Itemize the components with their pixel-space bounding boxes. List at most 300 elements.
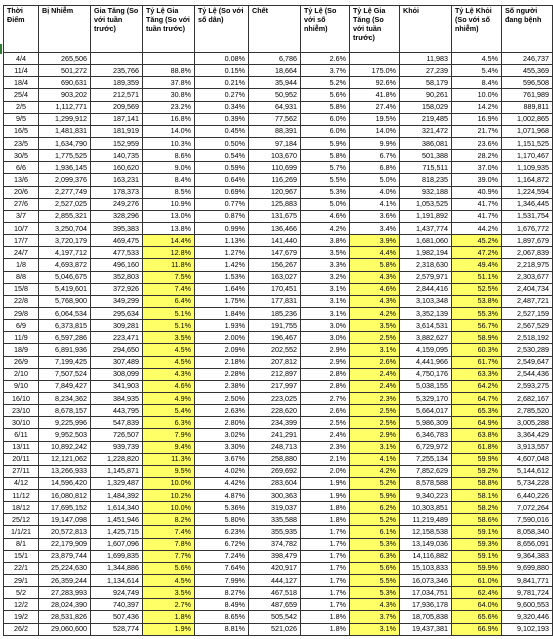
table-cell: 487,659 bbox=[249, 599, 301, 611]
table-cell: 283,604 bbox=[249, 477, 301, 489]
table-cell bbox=[143, 53, 195, 65]
table-cell: 3.5% bbox=[143, 587, 195, 599]
table-cell: 10.0% bbox=[143, 502, 195, 514]
table-cell: 939,739 bbox=[91, 441, 143, 453]
table-cell: 3,882,627 bbox=[400, 332, 452, 344]
table-cell: 3.1% bbox=[301, 307, 350, 319]
table-cell: 932,188 bbox=[400, 186, 452, 198]
table-cell: 7,199,425 bbox=[39, 356, 91, 368]
table-cell: 5.3% bbox=[301, 186, 350, 198]
table-cell: 1.9% bbox=[143, 623, 195, 635]
table-cell: 5,768,900 bbox=[39, 295, 91, 307]
table-cell: 7,849,427 bbox=[39, 380, 91, 392]
table-row bbox=[4, 307, 553, 319]
table-cell: 9.4% bbox=[143, 441, 195, 453]
table-cell: 2,067,839 bbox=[502, 247, 553, 259]
table-cell: 1,053,525 bbox=[400, 198, 452, 210]
table-cell: 1.75% bbox=[195, 295, 249, 307]
table-cell: 10.9% bbox=[143, 198, 195, 210]
table-cell: 5,986,309 bbox=[400, 417, 452, 429]
table-cell: 8.27% bbox=[195, 587, 249, 599]
table-cell: 2.5% bbox=[350, 417, 400, 429]
table-cell: 1,109,935 bbox=[502, 162, 553, 174]
table-row bbox=[4, 162, 553, 174]
table-cell: 1.9% bbox=[301, 490, 350, 502]
table-cell: 0.64% bbox=[195, 174, 249, 186]
table-cell: 477,533 bbox=[91, 247, 143, 259]
table-cell: 59.9% bbox=[452, 562, 502, 574]
table-cell: 13/11 bbox=[4, 441, 39, 453]
table-cell: 22/1 bbox=[4, 562, 39, 574]
table-cell: 4,750,176 bbox=[400, 368, 452, 380]
table-cell: 12,158,538 bbox=[400, 526, 452, 538]
table-cell: 1,775,525 bbox=[39, 150, 91, 162]
table-cell: 13/6 bbox=[4, 174, 39, 186]
table-cell: 77,562 bbox=[249, 113, 301, 125]
table-cell: 4/12 bbox=[4, 477, 39, 489]
table-cell: 3.67% bbox=[195, 453, 249, 465]
table-cell: 1,481,831 bbox=[39, 125, 91, 137]
table-cell: 2.6% bbox=[350, 356, 400, 368]
table-cell: 4,197,712 bbox=[39, 247, 91, 259]
table-cell: 8.81% bbox=[195, 623, 249, 635]
table-cell: 18/4 bbox=[4, 77, 39, 89]
table-cell: 7.5% bbox=[143, 271, 195, 283]
table-cell: 14,116,882 bbox=[400, 550, 452, 562]
table-cell: 45.2% bbox=[452, 235, 502, 247]
table-cell: 61.7% bbox=[452, 356, 502, 368]
table-cell: 4.1% bbox=[350, 453, 400, 465]
table-cell: 35,944 bbox=[249, 77, 301, 89]
table-cell: 6.23% bbox=[195, 526, 249, 538]
table-cell: 1.8% bbox=[301, 611, 350, 623]
table-row bbox=[4, 514, 553, 526]
table-cell: 29/8 bbox=[4, 307, 39, 319]
table-cell: 6/6 bbox=[4, 162, 39, 174]
table-row bbox=[4, 137, 553, 149]
table-cell: 234,399 bbox=[249, 417, 301, 429]
table-cell: 17,936,178 bbox=[400, 599, 452, 611]
table-cell: 25/4 bbox=[4, 89, 39, 101]
table-cell: 11/9 bbox=[4, 332, 39, 344]
table-cell: 501,388 bbox=[400, 150, 452, 162]
table-cell: 131,675 bbox=[249, 210, 301, 222]
table-cell: 2.6% bbox=[301, 53, 350, 65]
table-row bbox=[4, 356, 553, 368]
table-cell: 1.9% bbox=[301, 477, 350, 489]
table-cell: 9,320,446 bbox=[502, 611, 553, 623]
table-cell: 5.80% bbox=[195, 514, 249, 526]
table-cell: 2,579,971 bbox=[400, 271, 452, 283]
table-cell: 5.2% bbox=[350, 514, 400, 526]
table-cell: 6,373,815 bbox=[39, 320, 91, 332]
table-cell: 818,235 bbox=[400, 174, 452, 186]
table-cell: 58.9% bbox=[452, 332, 502, 344]
table-cell: 11/12 bbox=[4, 490, 39, 502]
table-cell: 58.2% bbox=[452, 502, 502, 514]
table-cell: 17/7 bbox=[4, 235, 39, 247]
table-cell: 37.8% bbox=[143, 77, 195, 89]
table-cell: 63.3% bbox=[452, 368, 502, 380]
table-cell: 1,936,145 bbox=[39, 162, 91, 174]
table-cell: 507,436 bbox=[91, 611, 143, 623]
table-cell: 16/10 bbox=[4, 392, 39, 404]
table-row bbox=[4, 320, 553, 332]
table-cell: 319,037 bbox=[249, 502, 301, 514]
table-cell: 58.8% bbox=[452, 477, 502, 489]
table-cell: 41.7% bbox=[452, 198, 502, 210]
table-cell: 2.9% bbox=[301, 344, 350, 356]
table-cell: 2.5% bbox=[301, 417, 350, 429]
table-cell: 6.4% bbox=[143, 295, 195, 307]
table-cell: 4.9% bbox=[143, 392, 195, 404]
table-cell: 19,437,381 bbox=[400, 623, 452, 635]
table-cell: 1.8% bbox=[301, 623, 350, 635]
table-cell: 63.8% bbox=[452, 429, 502, 441]
table-cell: 295,634 bbox=[91, 307, 143, 319]
table-cell: 4,441,966 bbox=[400, 356, 452, 368]
table-cell: 5/2 bbox=[4, 587, 39, 599]
table-cell: 0.39% bbox=[195, 113, 249, 125]
table-cell: 26,359,244 bbox=[39, 575, 91, 587]
table-cell: 386,081 bbox=[400, 137, 452, 149]
table-row bbox=[4, 344, 553, 356]
table-cell: 23/5 bbox=[4, 137, 39, 149]
table-cell: 228,620 bbox=[249, 405, 301, 417]
table-cell: 2,567,529 bbox=[502, 320, 553, 332]
table-cell: 1,071,968 bbox=[502, 125, 553, 137]
table-cell: 467,518 bbox=[249, 587, 301, 599]
table-cell: 3.9% bbox=[350, 235, 400, 247]
table-cell: 9,225,996 bbox=[39, 417, 91, 429]
table-row bbox=[4, 186, 553, 198]
table-cell: 307,489 bbox=[91, 356, 143, 368]
table-cell: 4,693,872 bbox=[39, 259, 91, 271]
table-row bbox=[4, 222, 553, 234]
table-cell: 59.3% bbox=[452, 538, 502, 550]
table-cell: 5.9% bbox=[301, 137, 350, 149]
table-cell: 1,531,754 bbox=[502, 210, 553, 222]
table-cell: 0.21% bbox=[195, 77, 249, 89]
column-header: Gia Tăng (So với tuần trước) bbox=[91, 6, 143, 53]
table-cell: 3,005,288 bbox=[502, 417, 553, 429]
table-cell: 2.6% bbox=[301, 405, 350, 417]
table-row bbox=[4, 65, 553, 77]
table-cell: 2,844,416 bbox=[400, 283, 452, 295]
column-header: Tỷ Lệ Gia Tăng (So với tuần trước) bbox=[350, 6, 400, 53]
table-cell: 5.3% bbox=[350, 587, 400, 599]
table-cell: 10.2% bbox=[143, 490, 195, 502]
table-cell: 223,025 bbox=[249, 392, 301, 404]
table-row bbox=[4, 490, 553, 502]
table-cell: 11/4 bbox=[4, 65, 39, 77]
table-cell: 20,572,813 bbox=[39, 526, 91, 538]
table-cell: 3.6% bbox=[350, 210, 400, 222]
table-cell: 8.49% bbox=[195, 599, 249, 611]
table-cell: 308,099 bbox=[91, 368, 143, 380]
table-cell: 4.6% bbox=[301, 210, 350, 222]
table-cell: 212,897 bbox=[249, 368, 301, 380]
table-cell: 3.7% bbox=[350, 611, 400, 623]
table-cell: 2.3% bbox=[350, 392, 400, 404]
table-cell: 521,026 bbox=[249, 623, 301, 635]
table-cell: 178,373 bbox=[91, 186, 143, 198]
table-cell: 8.5% bbox=[143, 186, 195, 198]
table-cell: 5.3% bbox=[350, 538, 400, 550]
table-cell: 1,170,467 bbox=[502, 150, 553, 162]
table-cell: 5.4% bbox=[143, 405, 195, 417]
table-cell: 64.0% bbox=[452, 599, 502, 611]
table-cell: 59.1% bbox=[452, 526, 502, 538]
table-cell: 19,147,098 bbox=[39, 514, 91, 526]
table-cell: 18,705,838 bbox=[400, 611, 452, 623]
table-row bbox=[4, 623, 553, 635]
table-row bbox=[4, 210, 553, 222]
table-cell: 2,318,630 bbox=[400, 259, 452, 271]
table-cell: 9,952,503 bbox=[39, 429, 91, 441]
table-cell: 4.5% bbox=[452, 53, 502, 65]
table-cell: 16/5 bbox=[4, 125, 39, 137]
table-cell: 10,303,851 bbox=[400, 502, 452, 514]
table-cell: 248,713 bbox=[249, 441, 301, 453]
table-cell: 163,231 bbox=[91, 174, 143, 186]
table-cell: 6,346,783 bbox=[400, 429, 452, 441]
table-cell: 11,983 bbox=[400, 53, 452, 65]
table-cell: 5.36% bbox=[195, 502, 249, 514]
table-cell: 50,952 bbox=[249, 89, 301, 101]
table-cell: 2/10 bbox=[4, 368, 39, 380]
table-cell: 141,440 bbox=[249, 235, 301, 247]
table-cell: 187,141 bbox=[91, 113, 143, 125]
table-cell: 21.7% bbox=[452, 125, 502, 137]
table-cell: 715,511 bbox=[400, 162, 452, 174]
table-cell: 13,149,036 bbox=[400, 538, 452, 550]
table-cell: 103,670 bbox=[249, 150, 301, 162]
table-cell: 1,151,525 bbox=[502, 137, 553, 149]
table-cell: 49.4% bbox=[452, 259, 502, 271]
table-cell: 9.5% bbox=[143, 465, 195, 477]
table-cell: 1.8% bbox=[301, 502, 350, 514]
table-cell: 7.4% bbox=[143, 526, 195, 538]
table-cell: 1,607,096 bbox=[91, 538, 143, 550]
table-cell: 6/9 bbox=[4, 320, 39, 332]
table-cell: 309,281 bbox=[91, 320, 143, 332]
table-cell: 8,656,091 bbox=[502, 538, 553, 550]
table-cell: 22,179,909 bbox=[39, 538, 91, 550]
table-cell: 6.0% bbox=[301, 125, 350, 137]
table-cell: 2.3% bbox=[301, 441, 350, 453]
table-cell: 2,218,975 bbox=[502, 259, 553, 271]
table-cell: 4.3% bbox=[350, 295, 400, 307]
row-marker bbox=[0, 44, 2, 54]
table-cell: 26/9 bbox=[4, 356, 39, 368]
table-cell: 61.8% bbox=[452, 441, 502, 453]
table-cell: 4.6% bbox=[143, 380, 195, 392]
table-cell: 3,364,429 bbox=[502, 429, 553, 441]
table-cell: 3.1% bbox=[350, 623, 400, 635]
table-cell: 196,467 bbox=[249, 332, 301, 344]
table-cell: 6,729,972 bbox=[400, 441, 452, 453]
table-cell: 3,720,179 bbox=[39, 235, 91, 247]
table-cell: 5.8% bbox=[301, 150, 350, 162]
table-cell: 2.00% bbox=[195, 332, 249, 344]
table-cell: 0.08% bbox=[195, 53, 249, 65]
table-row bbox=[4, 453, 553, 465]
table-cell: 9,102,193 bbox=[502, 623, 553, 635]
table-row bbox=[4, 380, 553, 392]
table-cell: 0.99% bbox=[195, 222, 249, 234]
table-cell: 2,099,376 bbox=[39, 174, 91, 186]
table-cell: 1,346,445 bbox=[502, 198, 553, 210]
table-cell: 3.1% bbox=[301, 283, 350, 295]
table-cell: 2,549,647 bbox=[502, 356, 553, 368]
table-cell: 3/7 bbox=[4, 210, 39, 222]
table-cell: 1.13% bbox=[195, 235, 249, 247]
table-cell: 7.64% bbox=[195, 562, 249, 574]
table-cell: 9,781,724 bbox=[502, 587, 553, 599]
table-cell: 12/2 bbox=[4, 599, 39, 611]
table-cell: 7,590,016 bbox=[502, 514, 553, 526]
table-cell: 62.4% bbox=[452, 587, 502, 599]
table-cell: 58,179 bbox=[400, 77, 452, 89]
table-cell: 24/7 bbox=[4, 247, 39, 259]
table-cell: 5.1% bbox=[143, 320, 195, 332]
table-cell: 1,002,865 bbox=[502, 113, 553, 125]
table-cell: 88.8% bbox=[143, 65, 195, 77]
table-cell: 3,913,557 bbox=[502, 441, 553, 453]
table-cell: 1.8% bbox=[143, 611, 195, 623]
table-cell: 4.3% bbox=[143, 368, 195, 380]
table-cell: 10.0% bbox=[452, 89, 502, 101]
table-cell: 2.5% bbox=[350, 405, 400, 417]
table-cell: 2,527,159 bbox=[502, 307, 553, 319]
table-cell: 501,272 bbox=[39, 65, 91, 77]
table-cell: 6,440,226 bbox=[502, 490, 553, 502]
table-cell: 181,919 bbox=[91, 125, 143, 137]
table-row bbox=[4, 150, 553, 162]
table-cell: 29/1 bbox=[4, 575, 39, 587]
column-header: Bị Nhiễm bbox=[39, 6, 91, 53]
table-cell: 2.8% bbox=[301, 368, 350, 380]
table-cell: 5.8% bbox=[301, 101, 350, 113]
table-cell: 16,073,346 bbox=[400, 575, 452, 587]
table-cell: 1,897,679 bbox=[502, 235, 553, 247]
table-cell: 761,989 bbox=[502, 89, 553, 101]
table-cell: 2.7% bbox=[143, 599, 195, 611]
table-cell: 13.8% bbox=[143, 222, 195, 234]
table-row bbox=[4, 392, 553, 404]
table-cell: 3.1% bbox=[301, 295, 350, 307]
table-cell: 2,527,025 bbox=[39, 198, 91, 210]
table-row bbox=[4, 89, 553, 101]
table-cell: 6.3% bbox=[350, 550, 400, 562]
table-cell: 23.2% bbox=[143, 101, 195, 113]
table-cell: 26/2 bbox=[4, 623, 39, 635]
table-cell: 455,369 bbox=[502, 65, 553, 77]
table-body bbox=[4, 53, 553, 636]
table-cell: 265,506 bbox=[39, 53, 91, 65]
table-cell: 9/5 bbox=[4, 113, 39, 125]
table-cell: 7.9% bbox=[143, 429, 195, 441]
table-cell: 2.8% bbox=[301, 380, 350, 392]
table-cell: 321,472 bbox=[400, 125, 452, 137]
table-cell: 9.9% bbox=[350, 137, 400, 149]
table-cell: 7.4% bbox=[143, 283, 195, 295]
table-cell: 2.63% bbox=[195, 405, 249, 417]
table-cell: 4.5% bbox=[143, 575, 195, 587]
table-cell: 3.5% bbox=[301, 247, 350, 259]
table-cell: 209,569 bbox=[91, 101, 143, 113]
table-row bbox=[4, 283, 553, 295]
table-cell: 1,112,771 bbox=[39, 101, 91, 113]
table-cell: 3.30% bbox=[195, 441, 249, 453]
table-cell: 27,239 bbox=[400, 65, 452, 77]
table-cell: 207,812 bbox=[249, 356, 301, 368]
table-row bbox=[4, 271, 553, 283]
column-header: Tỷ Lệ Gia Tăng (So với tuần trước) bbox=[143, 6, 195, 53]
table-cell: 1.84% bbox=[195, 307, 249, 319]
table-cell: 14.0% bbox=[143, 125, 195, 137]
table-cell: 5,144,612 bbox=[502, 465, 553, 477]
table-cell: 374,782 bbox=[249, 538, 301, 550]
table-cell: 13.0% bbox=[143, 210, 195, 222]
table-cell: 2,277,749 bbox=[39, 186, 91, 198]
table-cell: 88,391 bbox=[249, 125, 301, 137]
table-cell: 1.7% bbox=[301, 562, 350, 574]
table-cell: 1,329,487 bbox=[91, 477, 143, 489]
table-row bbox=[4, 198, 553, 210]
table-cell: 223,471 bbox=[91, 332, 143, 344]
table-cell: 4.4% bbox=[350, 247, 400, 259]
table-cell: 4.87% bbox=[195, 490, 249, 502]
table-cell: 2,303,677 bbox=[502, 271, 553, 283]
table-cell: 4.02% bbox=[195, 465, 249, 477]
table-cell: 136,466 bbox=[249, 222, 301, 234]
table-cell: 9,699,880 bbox=[502, 562, 553, 574]
table-cell: 924,749 bbox=[91, 587, 143, 599]
table-cell: 1.7% bbox=[301, 538, 350, 550]
table-cell: 2,404,734 bbox=[502, 283, 553, 295]
table-cell: 6.2% bbox=[350, 502, 400, 514]
table-cell: 28.2% bbox=[452, 150, 502, 162]
table-cell: 37.0% bbox=[452, 162, 502, 174]
table-cell: 5.6% bbox=[350, 562, 400, 574]
table-cell: 352,803 bbox=[91, 271, 143, 283]
table-cell: 0.69% bbox=[195, 186, 249, 198]
table-cell: 496,160 bbox=[91, 259, 143, 271]
table-cell: 175.0% bbox=[350, 65, 400, 77]
table-cell: 6/11 bbox=[4, 429, 39, 441]
table-cell: 58.1% bbox=[452, 490, 502, 502]
table-cell: 158,029 bbox=[400, 101, 452, 113]
table-cell: 8,058,340 bbox=[502, 526, 553, 538]
table-cell: 40.9% bbox=[452, 186, 502, 198]
table-row bbox=[4, 465, 553, 477]
table-cell: 2.28% bbox=[195, 368, 249, 380]
table-cell: 1,224,594 bbox=[502, 186, 553, 198]
table-cell: 5,329,170 bbox=[400, 392, 452, 404]
covid-stats-table bbox=[3, 5, 553, 636]
table-cell: 4.0% bbox=[350, 186, 400, 198]
table-cell: 4.3% bbox=[350, 271, 400, 283]
table-cell: 2,487,721 bbox=[502, 295, 553, 307]
table-cell: 5.0% bbox=[350, 174, 400, 186]
table-cell: 5.5% bbox=[350, 575, 400, 587]
table-cell: 355,935 bbox=[249, 526, 301, 538]
table-cell: 1,681,060 bbox=[400, 235, 452, 247]
table-cell: 5.2% bbox=[350, 477, 400, 489]
table-cell: 4.2% bbox=[301, 222, 350, 234]
